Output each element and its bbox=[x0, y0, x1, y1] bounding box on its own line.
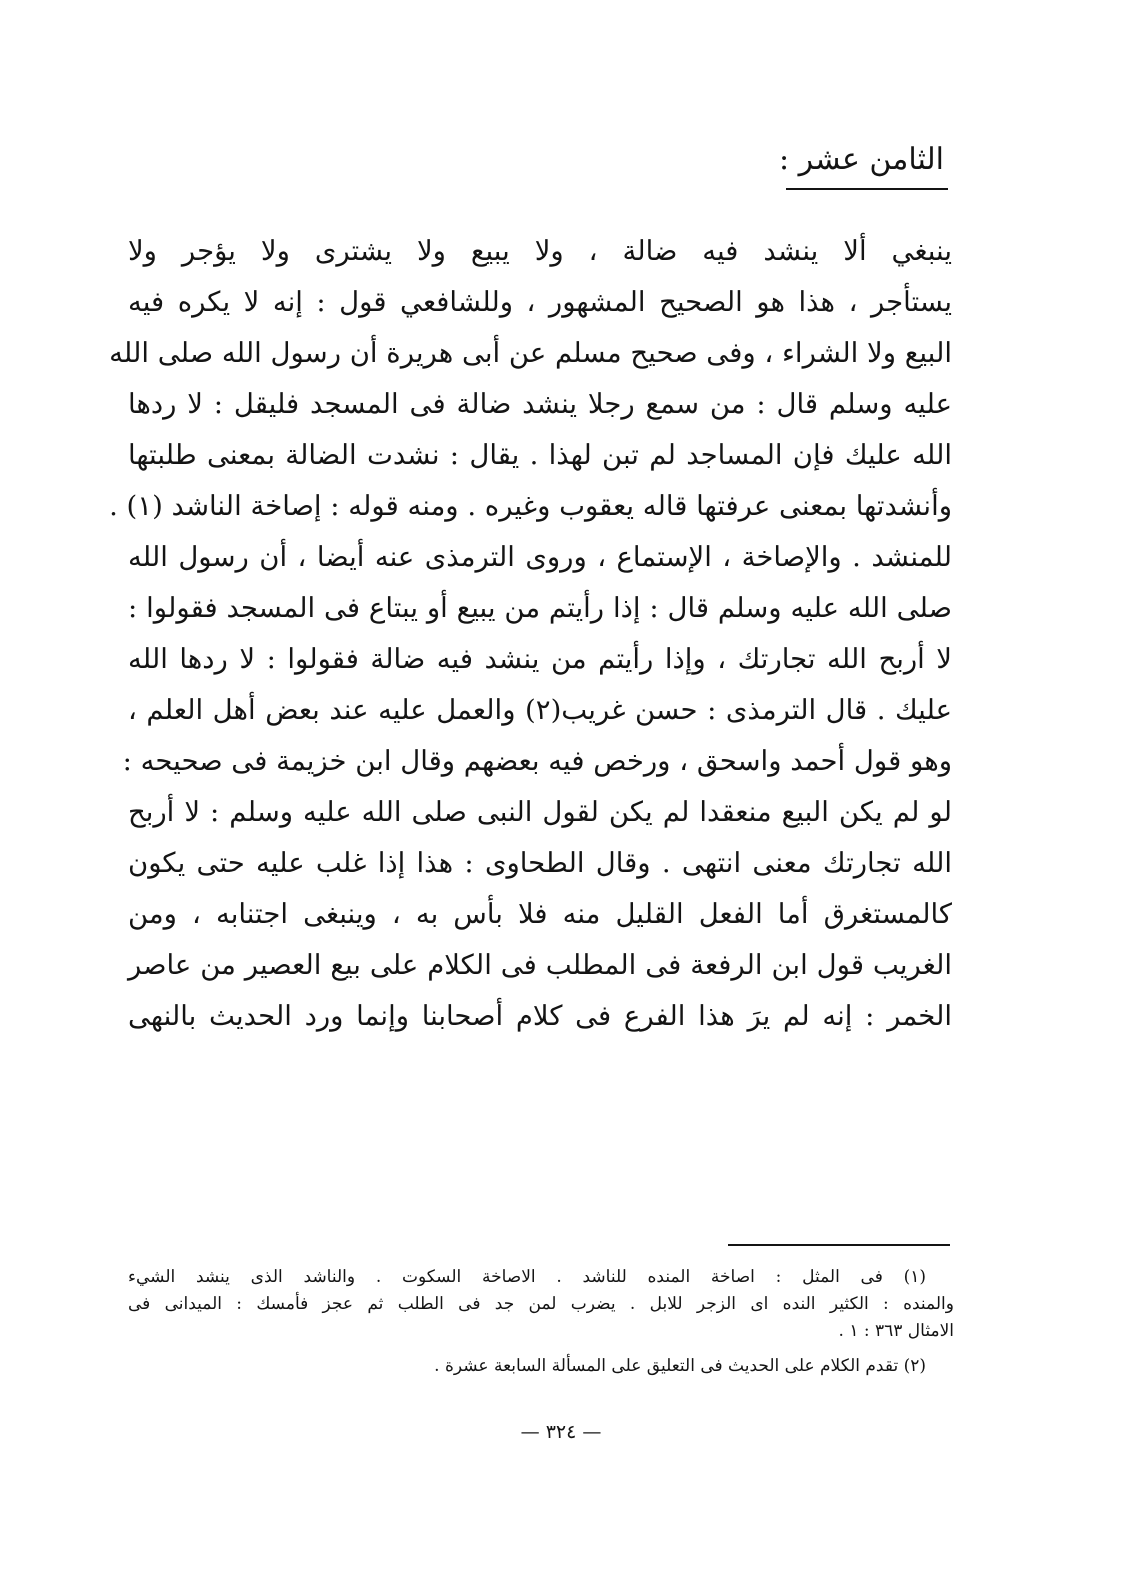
text-line: ينبغي ألا ينشد فيه ضالة ، ولا يبيع ولا يشترى ولا يؤجر ولا bbox=[128, 235, 952, 267]
footnote-1-line-2: والمنده : الكثير النده اى الزجر للابل . يضرب لمن جد فى الطلب ثم عجز فأمسك : الميدانى فى bbox=[128, 1294, 954, 1314]
text-line: صلى الله عليه وسلم قال : إذا رأيتم من يبيع أو يبتاع فى المسجد فقولوا : bbox=[128, 592, 952, 624]
text-line: البيع ولا الشراء ، وفى صحيح مسلم عن أبى هريرة أن رسول الله صلى الله bbox=[109, 337, 952, 369]
footnote-2: (٢) تقدم الكلام على الحديث فى التعليق على المسألة السابعة عشرة . bbox=[434, 1356, 926, 1376]
main-text bbox=[109, 226, 952, 1042]
section-heading: الثامن عشر : bbox=[779, 142, 944, 177]
text-line: الغريب قول ابن الرفعة فى المطلب فى الكلام على بيع العصير من عاصر bbox=[128, 949, 952, 981]
text-line: الله تجارتك معنى انتهى . وقال الطحاوى : هذا إذا غلب عليه حتى يكون bbox=[128, 847, 952, 879]
text-line: الله عليك فإن المساجد لم تبن لهذا . يقال : نشدت الضالة بمعنى طلبتها bbox=[128, 439, 952, 471]
heading-underline bbox=[786, 188, 948, 190]
footnotes bbox=[128, 1264, 954, 1380]
text-line: عليه وسلم قال : من سمع رجلا ينشد ضالة فى المسجد فليقل : لا ردها bbox=[128, 388, 952, 420]
text-line: كالمستغرق أما الفعل القليل منه فلا بأس به ، وينبغى اجتنابه ، ومن bbox=[128, 898, 952, 930]
text-line: لا أربح الله تجارتك ، وإذا رأيتم من ينشد فيه ضالة فقولوا : لا ردها الله bbox=[128, 643, 952, 675]
page-number: — ٣٢٤ — bbox=[520, 1421, 602, 1443]
text-line: لو لم يكن البيع منعقدا لم يكن لقول النبى صلى الله عليه وسلم : لا أربح bbox=[128, 796, 952, 828]
text-line: للمنشد . والإصاخة ، الإستماع ، وروى الترمذى عنه أيضا ، أن رسول الله bbox=[128, 541, 952, 573]
footnote-gap bbox=[128, 1345, 954, 1353]
text-line: الخمر : إنه لم يرَ هذا الفرع فى كلام أصحابنا وإنما ورد الحديث بالنهى bbox=[128, 1000, 952, 1032]
footnote-1-line-1: (١) فى المثل : اصاخة المنده للناشد . الاصاخة السكوت . والناشد الذى ينشد الشيء bbox=[128, 1267, 926, 1287]
text-line: يستأجر ، هذا هو الصحيح المشهور ، وللشافعي قول : إنه لا يكره فيه bbox=[128, 286, 952, 318]
text-line: وهو قول أحمد واسحق ، ورخص فيه بعضهم وقال ابن خزيمة فى صحيحه : bbox=[122, 745, 952, 777]
footnote-separator bbox=[728, 1244, 950, 1246]
text-line: عليك . قال الترمذى : حسن غريب(٢) والعمل عليه عند بعض أهل العلم ، bbox=[128, 694, 952, 726]
text-line: وأنشدتها بمعنى عرفتها قاله يعقوب وغيره . ومنه قوله : إصاخة الناشد (١) . bbox=[109, 490, 952, 522]
footnote-1-line-3: الامثال ٣٦٣ : ١ . bbox=[838, 1321, 954, 1341]
